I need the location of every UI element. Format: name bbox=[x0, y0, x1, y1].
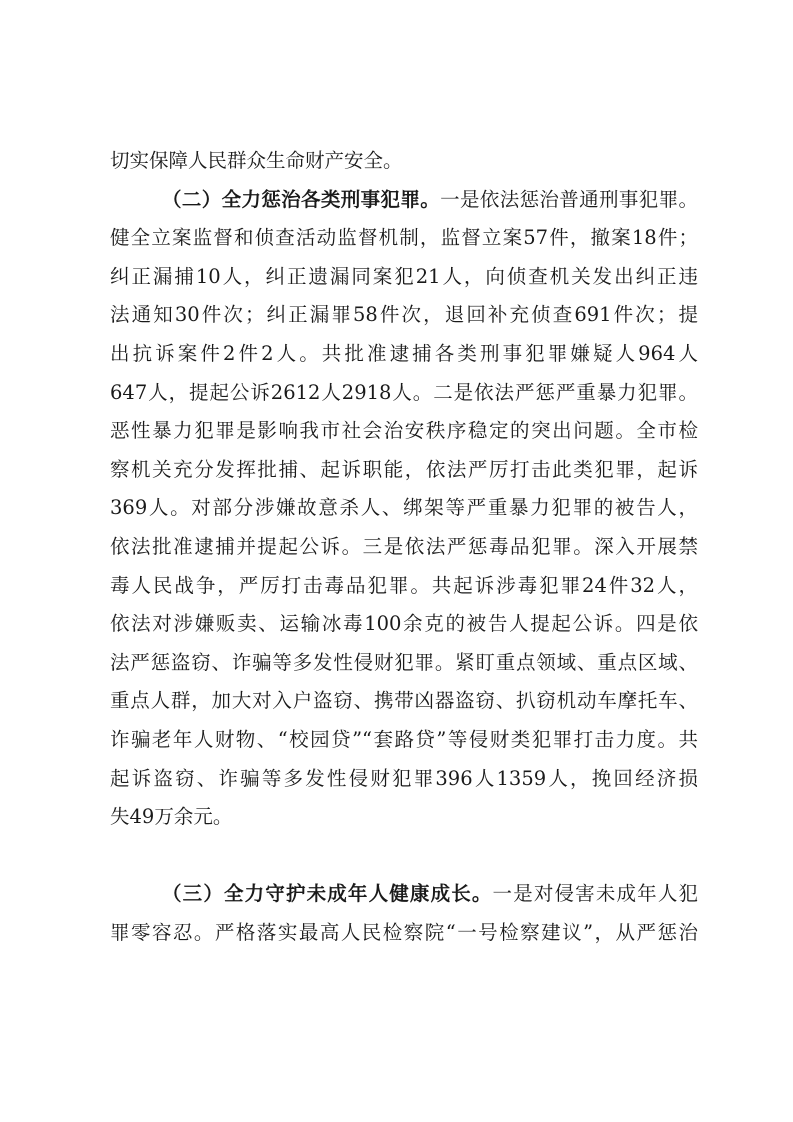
body-text bbox=[110, 142, 698, 952]
text-line bbox=[110, 721, 698, 760]
text-line bbox=[110, 374, 698, 413]
text-line bbox=[110, 682, 698, 721]
text-line bbox=[110, 181, 698, 220]
text-line bbox=[110, 528, 698, 567]
text-line bbox=[110, 605, 698, 644]
line-text: 罪零容忍。严格落实最高人民检察院“一号检察建议”，从严惩治 bbox=[110, 920, 698, 944]
text-line bbox=[110, 798, 698, 837]
text-line bbox=[110, 837, 698, 876]
line-text: 647人，提起公诉2612人2918人。二是依法严惩严重暴力犯罪。 bbox=[110, 380, 698, 404]
line-text: 一是对侵害未成年人犯 bbox=[492, 882, 698, 906]
line-text: 失49万余元。 bbox=[110, 805, 233, 829]
section-heading: （二）全力惩治各类刑事犯罪。 bbox=[162, 187, 441, 211]
text-line bbox=[110, 567, 698, 606]
line-text: 恶性暴力犯罪是影响我市社会治安秩序稳定的突出问题。全市检 bbox=[110, 419, 698, 443]
text-line bbox=[110, 914, 698, 953]
line-text: 毒人民战争，严厉打击毒品犯罪。共起诉涉毒犯罪24件32人， bbox=[110, 573, 698, 597]
text-line bbox=[110, 760, 698, 799]
line-text: 纠正漏捕10人，纠正遗漏同案犯21人，向侦查机关发出纠正违 bbox=[110, 264, 698, 288]
line-text: 健全立案监督和侦查活动监督机制，监督立案57件，撤案18件； bbox=[110, 226, 698, 250]
text-line bbox=[110, 219, 698, 258]
text-line bbox=[110, 412, 698, 451]
line-text: 诈骗老年人财物、“校园贷”“套路贷”等侵财类犯罪打击力度。共 bbox=[110, 727, 698, 751]
line-text: 法通知30件次；纠正漏罪58件次，退回补充侦查691件次；提 bbox=[110, 303, 698, 327]
line-text: 一是依法惩治普通刑事犯罪。 bbox=[440, 187, 698, 211]
text-line bbox=[110, 296, 698, 335]
line-text: 法严惩盗窃、诈骗等多发性侵财犯罪。紧盯重点领域、重点区域、 bbox=[110, 650, 698, 674]
line-text: 察机关充分发挥批捕、起诉职能，依法严厉打击此类犯罪，起诉 bbox=[110, 457, 698, 481]
line-text: 重点人群，加大对入户盗窃、携带凶器盗窃、扒窃机动车摩托车、 bbox=[110, 689, 698, 713]
line-text: 出抗诉案件2件2人。共批准逮捕各类刑事犯罪嫌疑人964人 bbox=[110, 341, 698, 365]
section-heading: （三）全力守护未成年人健康成长。 bbox=[162, 882, 493, 906]
line-text: 切实保障人民群众生命财产安全。 bbox=[110, 149, 403, 172]
line-text: 369人。对部分涉嫌故意杀人、绑架等严重暴力犯罪的被告人， bbox=[110, 496, 698, 520]
line-text: 依法对涉嫌贩卖、运输冰毒100余克的被告人提起公诉。四是依 bbox=[110, 612, 698, 636]
text-line bbox=[110, 644, 698, 683]
text-line bbox=[110, 489, 698, 528]
text-line bbox=[110, 258, 698, 297]
text-line bbox=[110, 142, 698, 181]
line-text: 依法批准逮捕并提起公诉。三是依法严惩毒品犯罪。深入开展禁 bbox=[110, 534, 698, 558]
text-line bbox=[110, 875, 698, 914]
line-text: 起诉盗窃、诈骗等多发性侵财犯罪396人1359人，挽回经济损 bbox=[110, 766, 698, 790]
text-line bbox=[110, 335, 698, 374]
text-line bbox=[110, 451, 698, 490]
